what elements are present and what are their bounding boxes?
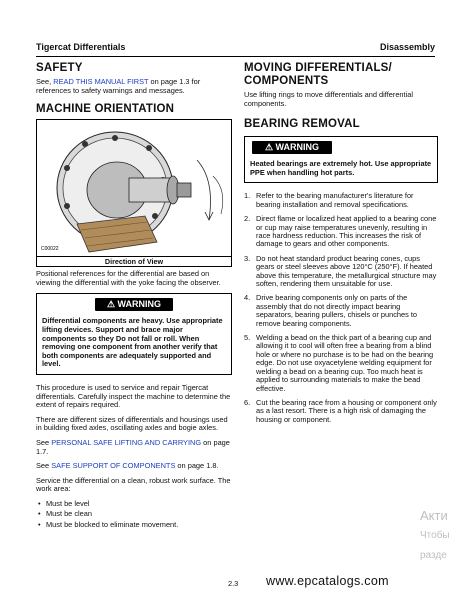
work-area-list	[36, 500, 232, 530]
activation-overlay-line1: Акти	[420, 508, 448, 523]
warning-text: Heated bearings are extremely hot. Use appropriate PPE when handling hot parts.	[250, 159, 432, 177]
read-manual-link[interactable]: READ THIS MANUAL FIRST	[53, 77, 149, 86]
moving-heading: MOVING DIFFERENTIALS/ COMPONENTS	[244, 62, 392, 87]
page-number: 2.3	[228, 579, 239, 588]
heavy-components-warning	[36, 293, 232, 375]
list-item: • Must be clean	[46, 510, 232, 519]
figure-code: C00022	[41, 246, 59, 253]
safety-heading: SAFETY	[36, 62, 83, 74]
activation-overlay-line2: Чтобы	[420, 530, 450, 541]
list-item: 1. Refer to the bearing manufacturer's literature for bearing installation and removal specifications.	[244, 191, 414, 209]
moving-paragraph: Use lifting rings to move differentials and differential components.	[244, 90, 413, 108]
procedure-paragraph: This procedure is used to service and repair Tigercat differentials. Carefully inspect the machine to determine the extent of repairs required.	[36, 382, 231, 410]
differential-illustration	[37, 120, 231, 256]
safe-lifting-link[interactable]: PERSONAL SAFE LIFTING AND CARRYING	[51, 437, 202, 447]
warning-badge: ⚠ WARNING	[95, 298, 173, 311]
support-reference: See SAFE SUPPORT OF COMPONENTS on page 1.8.	[36, 461, 219, 471]
lifting-reference: See PERSONAL SAFE LIFTING AND CARRYING on page 1.7.	[36, 437, 230, 456]
list-item: • Must be level	[46, 500, 232, 509]
list-item: 4. Drive bearing components only on parts of the assembly that do not directly impact bearing separators, bearing pullers, chisels or punches to remove bearing components.	[244, 293, 418, 328]
orientation-paragraph: Positional references for the differential are based on viewing the differential with the yoke facing the observer.	[36, 269, 221, 287]
list-item: • Must be blocked to eliminate movement.	[46, 521, 232, 530]
list-item: 5. Welding a bead on the thick part of a bearing cup and allowing it to cool will often free a bearing from a blind hole or where no purchase is to be had on the bearing edge. Do not use oxyacetylene welding equipment for welding a bead on a bearing cup. Too much heat is applied to surrounding materials to make the bead effective.	[244, 333, 434, 393]
header-section: Disassembly	[379, 42, 435, 52]
bearing-removal-heading: BEARING REMOVAL	[244, 118, 360, 131]
left-column	[36, 62, 232, 532]
sizes-paragraph: There are different sizes of differentials and housings used in building fixed axles, oscillating axles and bogie axles.	[36, 414, 228, 433]
list-item: 2. Direct flame or localized heat applied to a bearing cone or cup may raise temperatures unevenly, resulting in race hardness reduction. This increases the risk of damage to gears and other components.	[244, 214, 437, 249]
bearing-steps-list	[244, 192, 438, 424]
warning-badge: ⚠ WARNING	[252, 141, 332, 154]
work-surface-paragraph: Service the differential on a clean, robust work surface. The work area:	[36, 475, 231, 494]
warning-text: Differential components are heavy. Use appropriate lifting devices. Support and brace major components so they Do not fall or roll. When removing one component from another verify that both components are adequately supported and level.	[42, 316, 223, 369]
safe-support-link[interactable]: SAFE SUPPORT OF COMPONENTS	[51, 461, 176, 471]
figure-caption: Direction of View	[36, 257, 232, 267]
page-header	[36, 40, 435, 57]
differential-figure	[36, 119, 232, 257]
activation-overlay-line3: разде	[420, 550, 447, 561]
list-item: 3. Do not heat standard product bearing cones, cups gears or steel sleeves above 120°C (250°F). If heated above this temperature, the metallurgical structure may soften, rendering them unsuitable for use.	[244, 253, 437, 289]
safety-paragraph: See, READ THIS MANUAL FIRST on page 1.3 for references to safety warnings and messages.	[36, 77, 201, 95]
hot-bearings-warning	[244, 136, 438, 183]
watermark: www.epcatalogs.com	[266, 574, 389, 588]
list-item: 6. Cut the bearing race from a housing or component only as a last resort. There is a high risk of damaging the housing or component.	[244, 397, 437, 424]
right-column	[244, 62, 438, 430]
orientation-heading: MACHINE ORIENTATION	[36, 103, 175, 116]
header-title: Tigercat Differentials	[36, 42, 126, 52]
